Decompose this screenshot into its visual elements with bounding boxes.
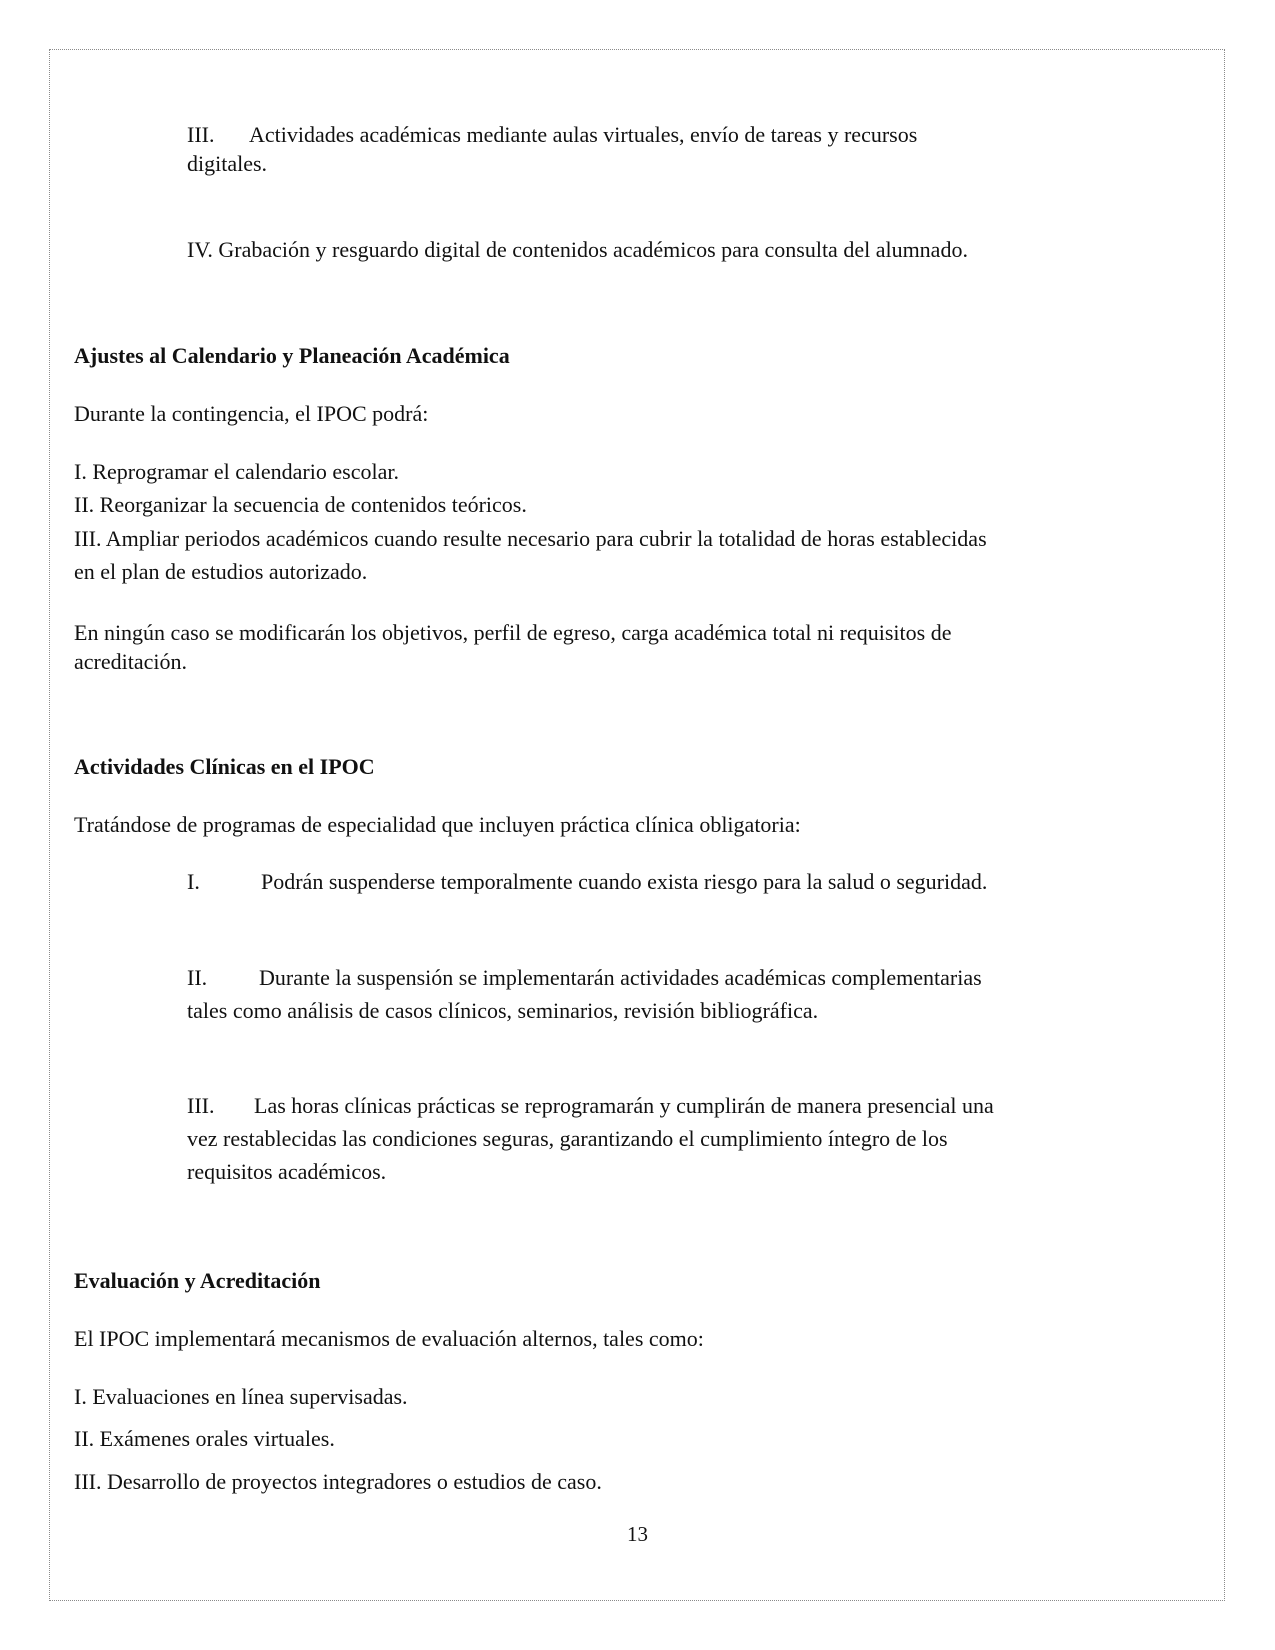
clinical-item-3 bbox=[187, 1091, 994, 1121]
clinical-item-2-continued: tales como análisis de casos clínicos, seminarios, revisión bibliográfica. bbox=[187, 998, 819, 1023]
list-text: Las horas clínicas prácticas se reprogramarán y cumplirán de manera presencial una bbox=[254, 1093, 994, 1118]
list-item-continued: en el plan de estudios autorizado. bbox=[74, 559, 368, 584]
clinical-item-2 bbox=[187, 963, 982, 993]
list-item: III. Desarrollo de proyectos integradores o estudios de caso. bbox=[74, 1469, 602, 1494]
list-text: Podrán suspenderse temporalmente cuando exista riesgo para la salud o seguridad. bbox=[261, 869, 988, 894]
section-heading-evaluacion: Evaluación y Acreditación bbox=[74, 1268, 321, 1293]
list-item: II. Exámenes orales virtuales. bbox=[74, 1426, 335, 1451]
note-paragraph-line: acreditación. bbox=[74, 649, 187, 674]
note-paragraph-line: En ningún caso se modificarán los objetivos, perfil de egreso, carga académica total ni requisitos de bbox=[74, 620, 952, 645]
list-number: III. bbox=[187, 1093, 215, 1118]
top-list-item-3 bbox=[187, 120, 917, 150]
section-intro: Durante la contingencia, el IPOC podrá: bbox=[74, 401, 429, 426]
clinical-item-1 bbox=[187, 867, 987, 897]
list-item: I. Reprogramar el calendario escolar. bbox=[74, 459, 399, 484]
list-item: I. Evaluaciones en línea supervisadas. bbox=[74, 1384, 408, 1409]
list-item: II. Reorganizar la secuencia de contenidos teóricos. bbox=[74, 492, 527, 517]
clinical-item-3-continued: vez restablecidas las condiciones seguras, garantizando el cumplimiento íntegro de los bbox=[187, 1126, 948, 1151]
list-number: I. bbox=[187, 869, 200, 894]
section-intro: Tratándose de programas de especialidad que incluyen práctica clínica obligatoria: bbox=[74, 812, 801, 837]
section-heading-clinicas: Actividades Clínicas en el IPOC bbox=[74, 754, 375, 779]
list-item: III. Ampliar periodos académicos cuando resulte necesario para cubrir la totalidad de horas establecidas bbox=[74, 526, 987, 551]
list-number: II. bbox=[187, 965, 208, 990]
section-heading-calendario: Ajustes al Calendario y Planeación Académica bbox=[74, 343, 510, 368]
list-text: Durante la suspensión se implementarán actividades académicas complementarias bbox=[259, 965, 982, 990]
top-list-item-4: IV. Grabación y resguardo digital de contenidos académicos para consulta del alumnado. bbox=[187, 237, 968, 262]
list-number: III. bbox=[187, 122, 215, 147]
list-text: Actividades académicas mediante aulas virtuales, envío de tareas y recursos bbox=[249, 122, 918, 147]
page-number: 13 bbox=[627, 1522, 648, 1546]
top-list-item-3-continued: digitales. bbox=[187, 151, 268, 176]
section-intro: El IPOC implementará mecanismos de evaluación alternos, tales como: bbox=[74, 1326, 704, 1351]
clinical-item-3-continued: requisitos académicos. bbox=[187, 1159, 387, 1184]
